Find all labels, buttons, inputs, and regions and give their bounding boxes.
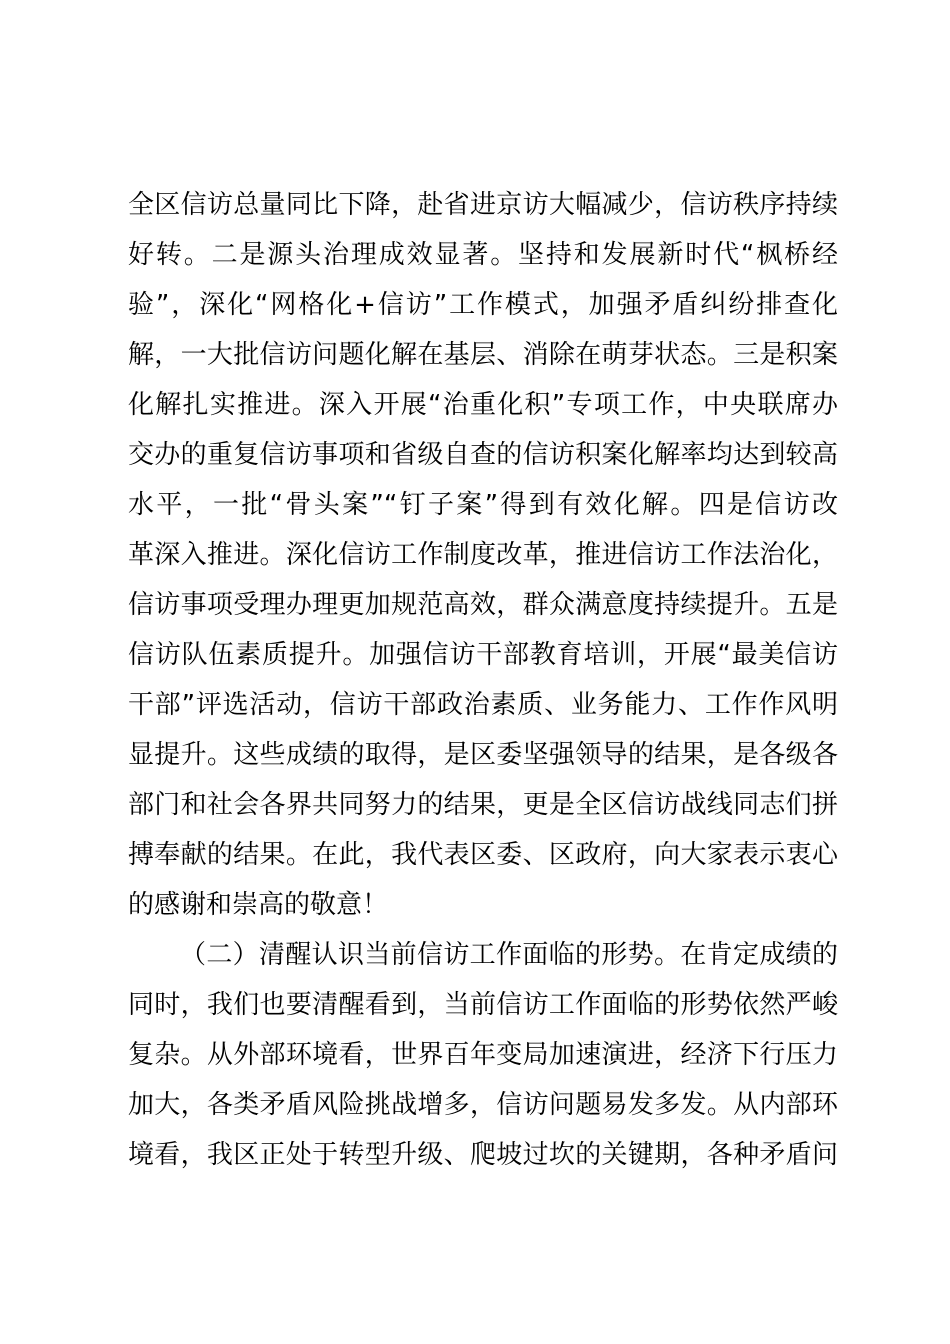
text-line: 水平，一批“骨头案”“钉子案”得到有效化解。四是信访改 (128, 490, 838, 520)
text-line: 显提升。这些成绩的取得，是区委坚强领导的结果，是各级各 (128, 740, 838, 770)
text-line: 部门和社会各界共同努力的结果，更是全区信访战线同志们拼 (128, 790, 838, 820)
text-line: 同时，我们也要清醒看到，当前信访工作面临的形势依然严峻 (128, 990, 838, 1020)
text-line: 全区信访总量同比下降，赴省进京访大幅减少，信访秩序持续 (128, 190, 838, 220)
text-line: 境看，我区正处于转型升级、爬坡过坎的关键期，各种矛盾问 (128, 1140, 838, 1170)
text-line: 好转。二是源头治理成效显著。坚持和发展新时代“枫桥经 (128, 240, 838, 270)
text-line: 搏奉献的结果。在此，我代表区委、区政府，向大家表示衷心 (128, 840, 838, 870)
text-line: 加大，各类矛盾风险挑战增多，信访问题易发多发。从内部环 (128, 1090, 838, 1120)
text-line: 解，一大批信访问题化解在基层、消除在萌芽状态。三是积案 (128, 340, 838, 370)
text-line: 化解扎实推进。深入开展“治重化积”专项工作，中央联席办 (128, 390, 838, 420)
text-line: 革深入推进。深化信访工作制度改革，推进信访工作法治化， (128, 540, 838, 570)
text-line: 信访事项受理办理更加规范高效，群众满意度持续提升。五是 (128, 590, 838, 620)
text-line: 验”，深化“网格化+信访”工作模式，加强矛盾纠纷排查化 (128, 290, 838, 320)
text-line: 干部”评选活动，信访干部政治素质、业务能力、工作作风明 (128, 690, 838, 720)
text-line: 信访队伍素质提升。加强信访干部教育培训，开展“最美信访 (128, 640, 838, 670)
section-heading-line: （二）清醒认识当前信访工作面临的形势。在肯定成绩的 (180, 940, 838, 970)
text-line: 交办的重复信访事项和省级自查的信访积案化解率均达到较高 (128, 440, 838, 470)
paragraph-end-line: 的感谢和崇高的敬意！ (128, 890, 389, 920)
body-text (128, 180, 838, 1180)
text-line: 复杂。从外部环境看，世界百年变局加速演进，经济下行压力 (128, 1040, 838, 1070)
